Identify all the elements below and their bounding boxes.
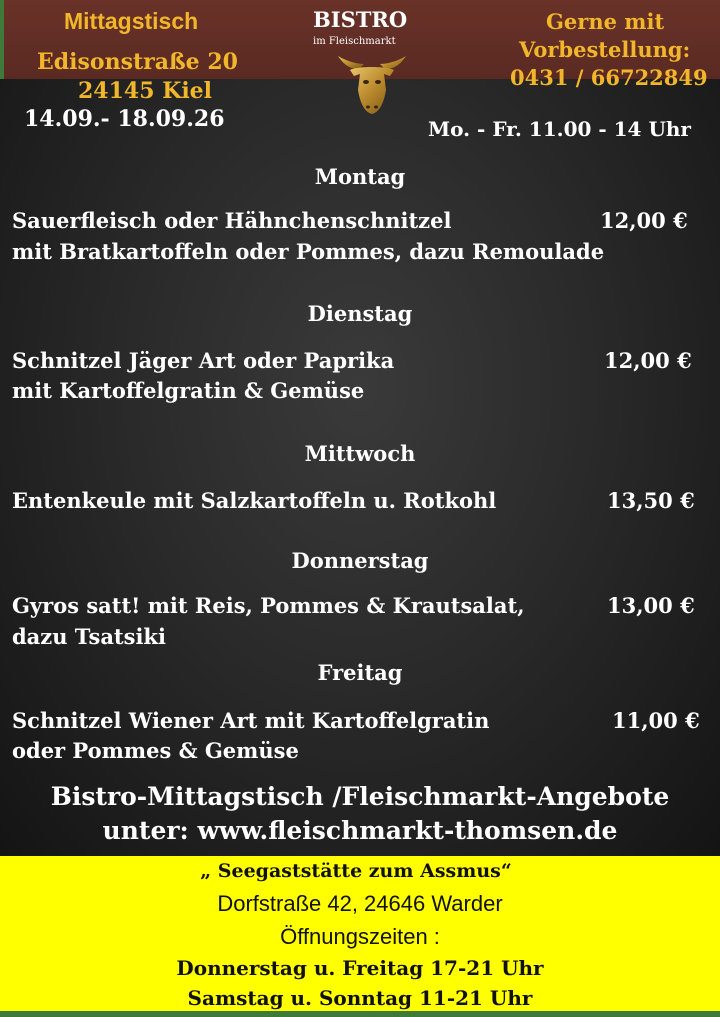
brand-title: BISTRO — [313, 7, 408, 32]
dish-friday-line2: oder Pommes & Gemüse — [12, 738, 299, 763]
dish-friday-line1: Schnitzel Wiener Art mit Kartoffelgratin — [12, 708, 490, 733]
promo-line1: Bistro-Mittagstisch /Fleischmarkt-Angebote — [50, 782, 670, 811]
day-heading-friday: Freitag — [317, 660, 403, 685]
price-friday: 11,00 € — [612, 708, 700, 733]
footer-panel — [0, 856, 720, 1017]
price-thursday: 13,00 € — [607, 593, 695, 618]
preorder-line1: Gerne mit — [546, 9, 665, 34]
opening-hours: Mo. - Fr. 11.00 - 14 Uhr — [428, 117, 691, 141]
dish-monday-line2: mit Bratkartoffeln oder Pommes, dazu Remoulade — [12, 239, 605, 264]
brand-subtitle: im Fleischmarkt — [313, 36, 396, 47]
dish-thursday-line1: Gyros satt! mit Reis, Pommes & Krautsalat, — [12, 593, 525, 618]
footer-bottom-strip — [0, 1011, 720, 1017]
header-city: 24145 Kiel — [78, 78, 213, 104]
footer-restaurant-name: „ Seegaststätte zum Assmus“ — [200, 860, 512, 882]
dish-tuesday-line1: Schnitzel Jäger Art oder Paprika — [12, 348, 395, 373]
bull-head-icon — [336, 50, 408, 116]
day-heading-thursday: Donnerstag — [291, 548, 429, 573]
header-street: Edisonstraße 20 — [37, 49, 238, 75]
day-heading-monday: Montag — [314, 164, 406, 189]
promo-line2: unter: www.fleischmarkt-thomsen.de — [102, 816, 618, 845]
header-title: Mittagstisch — [64, 8, 199, 34]
footer-hours-1: Donnerstag u. Freitag 17-21 Uhr — [176, 956, 544, 980]
price-monday: 12,00 € — [600, 208, 688, 233]
dish-wednesday-line1: Entenkeule mit Salzkartoffeln u. Rotkohl — [12, 488, 497, 513]
phone-number: 0431 / 66722849 — [510, 65, 708, 90]
header-side-strip — [0, 0, 4, 79]
day-heading-wednesday: Mittwoch — [304, 441, 416, 466]
day-heading-tuesday: Dienstag — [307, 301, 413, 326]
week-range: 14.09.- 18.09.26 — [24, 106, 225, 132]
dish-monday-line1: Sauerfleisch oder Hähnchenschnitzel — [12, 208, 452, 233]
dish-tuesday-line2: mit Kartoffelgratin & Gemüse — [12, 378, 365, 403]
footer-hours-label: Öffnungszeiten : — [280, 924, 440, 949]
footer-address: Dorfstraße 42, 24646 Warder — [217, 891, 503, 916]
dish-thursday-line2: dazu Tsatsiki — [12, 624, 166, 649]
price-wednesday: 13,50 € — [607, 488, 695, 513]
price-tuesday: 12,00 € — [604, 348, 692, 373]
footer-hours-2: Samstag u. Sonntag 11-21 Uhr — [187, 986, 533, 1010]
preorder-line2: Vorbestellung: — [519, 37, 691, 62]
